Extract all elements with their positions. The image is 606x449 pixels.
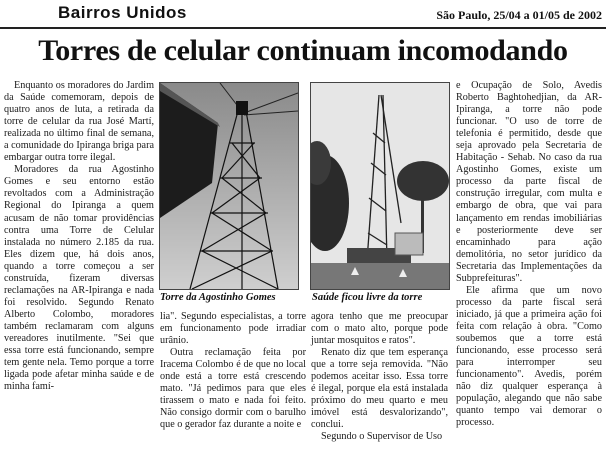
paragraph: lia". Segundo especialistas, a torre em funcionamento pode irradiar urânio. bbox=[160, 311, 306, 347]
paragraph: Segundo o Supervisor de Uso bbox=[321, 431, 443, 443]
article-column-4 bbox=[456, 80, 602, 429]
paragraph: Moradores da rua Agostinho Gomes e seu entorno estão revoltados com a Administração Regional do Ipiranga a quem acusam de não tomar providências contra uma Torre de Celular instalada no número 2.185 da rua. Eles dizem que, há dois anos, quando a torre começou a ser construída, fizeram diversas reclamações na AR-Ipiranga e nada foi resolvido. Segundo Renato Alberto Colombo, moradores também reclamaram com alguns vereadores inutilmente. "Sei que essa torre está funcionando, sempre tem gente nela. Temo porque a torre ligada pode afetar minha saúde e de minha famí- bbox=[4, 164, 154, 393]
article-column-3 bbox=[311, 311, 448, 444]
paragraph: Renato diz que tem esperança que a torre seja removida. "Não podemos aceitar isso. Essa torre é ilegal, porque ela está instalada próximo do meu quarto e meu imóvel está desvalorizando", conclui. bbox=[311, 347, 448, 431]
masthead bbox=[0, 0, 606, 30]
tower-photo-illustration bbox=[160, 83, 298, 289]
paragraph: agora tenho que me preocupar com o mato alto, porque pode juntar mosquitos e ratos". bbox=[311, 311, 448, 347]
paragraph: Outra reclamação feita por Iracema Colombo é de que no local onde está a torre está crescendo mato. "Já pedimos para que eles tirassem o mato e nada foi feito. Não consigo dormir com o barulho que o gerador faz durante a noite e bbox=[160, 347, 306, 431]
photo-caption-2: Saúde ficou livre da torre bbox=[312, 292, 423, 303]
paragraph: Enquanto os moradores do Jardim da Saúde comemoram, depois de quatro anos de luta, a retirada da torre de celular da rua José Martí, realizada no último final de semana, a comunidade do Ipiranga briga para embargar outra torre ilegal. bbox=[4, 80, 154, 164]
photo-caption-1: Torre da Agostinho Gomes bbox=[160, 292, 276, 303]
masthead-rule bbox=[0, 27, 606, 29]
tower-removal-photo-illustration bbox=[311, 83, 449, 289]
article-column-1 bbox=[4, 80, 154, 393]
edition-date: São Paulo, 25/04 a 01/05 de 2002 bbox=[436, 8, 602, 22]
photo-tower-agostinho-gomes bbox=[159, 82, 299, 290]
headline: Torres de celular continuam incomodando bbox=[38, 34, 568, 67]
paragraph: e Ocupação de Solo, Avedis Roberto Baghtohedjian, da AR-Ipiranga, a torre não pode funcionar. "O uso de torre de telefonia é permitido, desde que seja aprovado pela Secretaria de Habitação - Sehab. No caso da rua Agostinho Gomes, existe um processo da parte fiscal de construção irregular, com multa e embargo de obra, que vai para lançamento em rendas imobiliárias e posteriormente deve ser encaminhado para ação demolitória, no setor jurídico da Secretaria das Implementações da Subprefeituras". bbox=[456, 80, 602, 284]
paragraph: Ele afirma que um novo processo da parte fiscal será iniciado, já que a primeira ação foi feita com relação à obra. "Como soubemos que a torre está funcionando, esse processo será para interromper seu funcionamento". Avedis, porém não diz qualquer esperança à população, alegando que não sabe quanto tempo vai demorar o processo. bbox=[456, 284, 602, 429]
article-column-2 bbox=[160, 311, 306, 431]
photo-saude-tower-removed bbox=[310, 82, 450, 290]
section-name: Bairros Unidos bbox=[58, 3, 187, 22]
